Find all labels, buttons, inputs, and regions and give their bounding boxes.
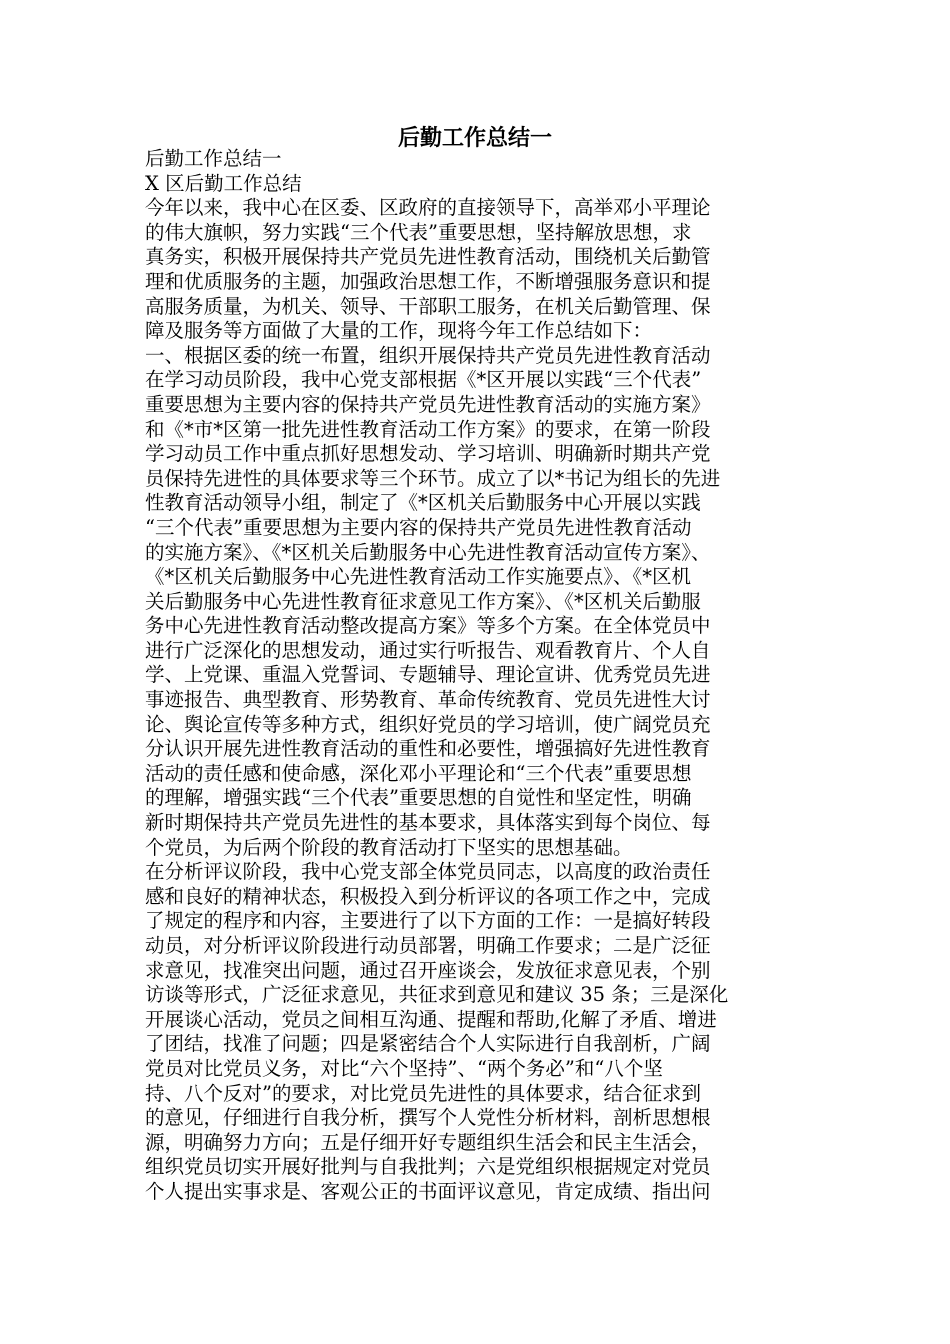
text-line: 后勤工作总结一 bbox=[145, 147, 282, 170]
text-line: 员保持先进性的具体要求等三个环节。成立了以*书记为组长的先进 bbox=[145, 466, 721, 490]
text-line: 一、根据区委的统一布置，组织开展保持共产党员先进性教育活动 bbox=[145, 343, 711, 367]
text-line: 学习动员工作中重点抓好思想发动、学习培训、明确新时期共产党 bbox=[145, 442, 711, 466]
text-line: “三个代表”重要思想为主要内容的保持共产党员先进性教育活动 bbox=[145, 515, 692, 539]
text-line: 党员对比党员义务，对比“六个坚持”、“两个务必”和“八个坚 bbox=[145, 1056, 663, 1080]
text-line: 的意见，仔细进行自我分析，撰写个人党性分析材料，剖析思想根 bbox=[145, 1106, 711, 1130]
text-line: 在学习动员阶段，我中心党支部根据《*区开展以实践“三个代表” bbox=[145, 368, 702, 392]
text-line: 感和良好的精神状态，积极投入到分析评议的各项工作之中，完成 bbox=[145, 884, 711, 908]
text-line: 访谈等形式，广泛征求意见，共征求到意见和建议 35 条；三是深化 bbox=[145, 983, 729, 1007]
text-line: X 区后勤工作总结 bbox=[145, 171, 302, 195]
text-line: 关后勤服务中心先进性教育征求意见工作方案》、《*区机关后勤服 bbox=[145, 589, 701, 613]
document-title: 后勤工作总结一 bbox=[397, 125, 552, 151]
text-line: 新时期保持共产党员先进性的基本要求，具体落实到每个岗位、每 bbox=[145, 811, 711, 835]
text-line: 的理解，增强实践“三个代表”重要思想的自觉性和坚定性，明确 bbox=[145, 786, 692, 810]
text-line: 了团结，找准了问题；四是紧密结合个人实际进行自我剖析，广阔 bbox=[145, 1032, 711, 1056]
text-line: 个人提出实事求是、客观公正的书面评议意见，肯定成绩、指出问 bbox=[145, 1179, 711, 1203]
text-line: 动员，对分析评议阶段进行动员部署，明确工作要求；二是广泛征 bbox=[145, 934, 711, 957]
text-line: 性教育活动领导小组，制定了《*区机关后勤服务中心开展以实践 bbox=[145, 491, 701, 515]
document-body bbox=[145, 147, 805, 1205]
text-line: 论、舆论宣传等多种方式，组织好党员的学习培训，使广阔党员充 bbox=[145, 712, 711, 736]
text-line: 分认识开展先进性教育活动的重性和必要性，增强搞好先进性教育 bbox=[145, 737, 711, 761]
text-line: 持、八个反对”的要求，对比党员先进性的具体要求，结合征求到 bbox=[145, 1081, 701, 1105]
text-line: 组织党员切实开展好批判与自我批判；六是党组织根据规定对党员 bbox=[145, 1155, 711, 1179]
text-line: 事迹报告、典型教育、形势教育、革命传统教育、党员先进性大讨 bbox=[145, 688, 711, 712]
text-line: 障及服务等方面做了大量的工作，现将今年工作总结如下： bbox=[145, 319, 653, 343]
text-line: 的伟大旗帜，努力实践“三个代表”重要思想，坚持解放思想，求 bbox=[145, 220, 692, 244]
text-line: 《*区机关后勤服务中心先进性教育活动工作实施要点》、《*区机 bbox=[145, 565, 692, 589]
text-line: 求意见，找准突出问题，通过召开座谈会，发放征求意见表，个别 bbox=[145, 958, 711, 982]
text-line: 重要思想为主要内容的保持共产党员先进性教育活动的实施方案》 bbox=[145, 392, 711, 416]
text-line: 高服务质量，为机关、领导、干部职工服务，在机关后勤管理、保 bbox=[145, 294, 711, 318]
text-line: 真务实，积极开展保持共产党员先进性教育活动，围绕机关后勤管 bbox=[145, 245, 711, 269]
text-line: 务中心先进性教育活动整改提高方案》等多个方案。在全体党员中 bbox=[145, 614, 711, 638]
text-line: 今年以来，我中心在区委、区政府的直接领导下，高举邓小平理论 bbox=[145, 196, 711, 220]
text-line: 和《*市*区第一批先进性教育活动工作方案》的要求，在第一阶段 bbox=[145, 417, 711, 441]
text-line: 个党员，为后两个阶段的教育活动打下坚实的思想基础。 bbox=[145, 835, 633, 859]
text-line: 开展谈心活动，党员之间相互沟通、提醒和帮助,化解了矛盾、增进 bbox=[145, 1007, 717, 1031]
text-line: 理和优质服务的主题，加强政治思想工作，不断增强服务意识和提 bbox=[145, 269, 711, 293]
text-line: 在分析评议阶段，我中心党支部全体党员同志，以高度的政治责任 bbox=[145, 860, 711, 884]
text-line: 源，明确努力方向；五是仔细开好专题组织生活会和民主生活会， bbox=[145, 1130, 711, 1154]
text-line: 学、上党课、重温入党誓词、专题辅导、理论宣讲、优秀党员先进 bbox=[145, 663, 711, 687]
text-line: 进行广泛深化的思想发动，通过实行听报告、观看教育片、个人自 bbox=[145, 638, 711, 662]
text-line: 了规定的程序和内容，主要进行了以下方面的工作：一是搞好转段 bbox=[145, 909, 711, 933]
text-line: 的实施方案》、《*区机关后勤服务中心先进性教育活动宣传方案》、 bbox=[145, 540, 711, 564]
text-line: 活动的责任感和使命感，深化邓小平理论和“三个代表”重要思想 bbox=[145, 761, 692, 785]
